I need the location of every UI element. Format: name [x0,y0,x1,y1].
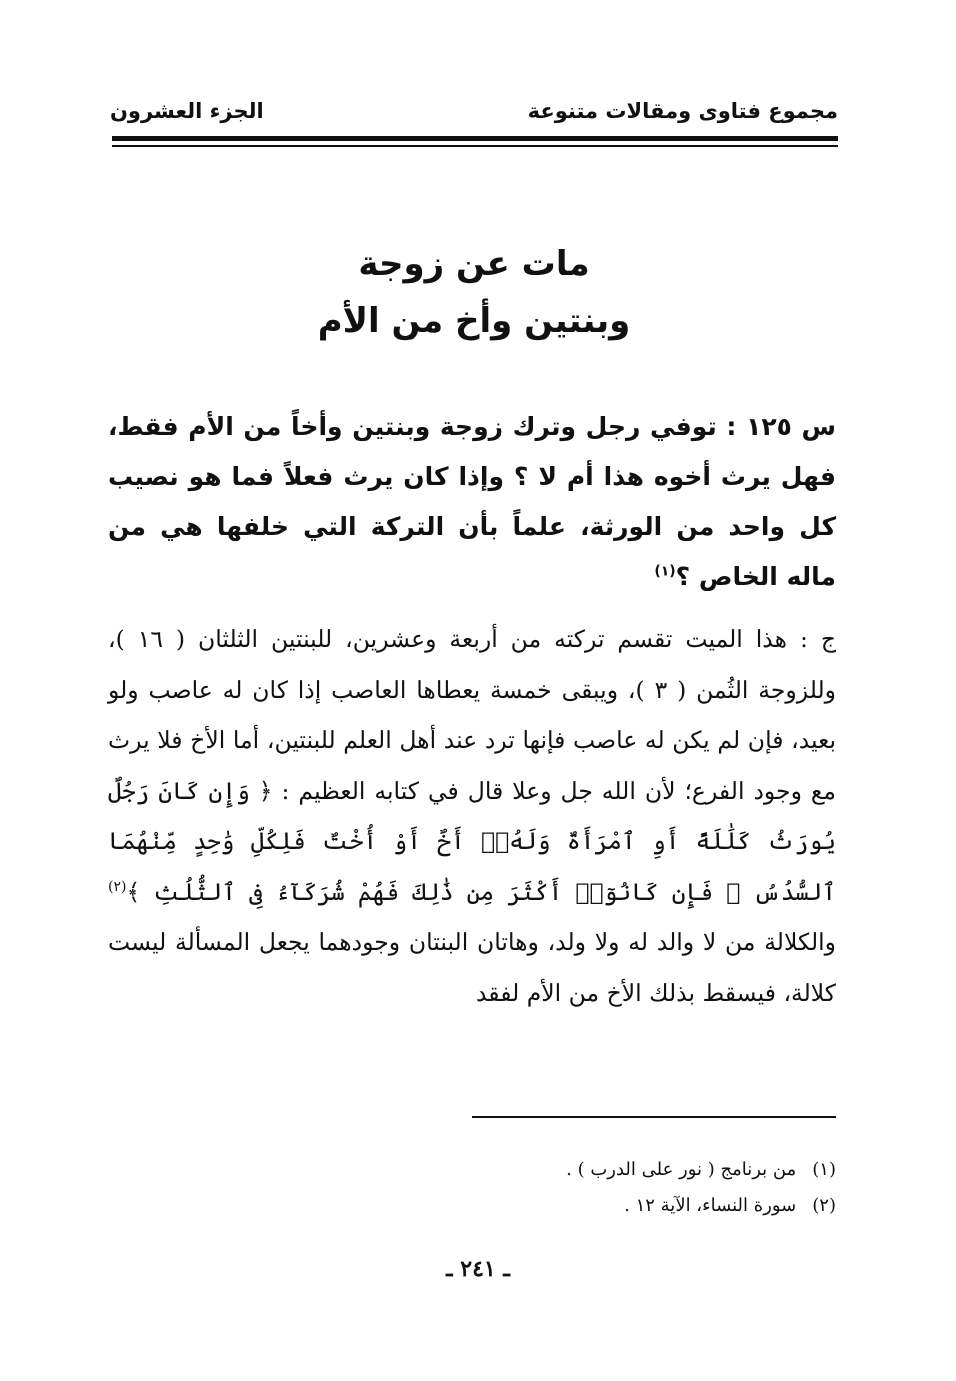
fatwa-title [110,236,838,350]
footnote-ref-2: (٢) [108,878,127,895]
footnote-ref-1: (١) [654,563,676,580]
footnotes [300,1152,836,1224]
answer-paragraph [108,614,836,1018]
footnote-number: (٢) [812,1195,836,1216]
footnote-number: (١) [812,1159,836,1180]
quran-verse: ﴿ وَإِن كَانَ رَجُلٌ يُورَثُ كَلَٰلَةً أَوِ ٱمْرَأَةٌ وَلَهُۥٓ أَخٌ أَوْ أُخْتٌ فَلِكُلِّ وَٰحِدٍ مِّنْهُمَا ٱلسُّدُسُ ۚ فَإِن كَانُوٓا۟ أَكْثَرَ مِن ذَٰلِكَ فَهُمْ شُرَكَآءُ فِى ٱلثُّلُثِ ﴾ [108,776,837,906]
footnote-text: من برنامج ( نور على الدرب ) . [566,1159,797,1180]
title-line-1: مات عن زوجة [358,244,590,284]
volume-label: الجزء العشرون [110,99,264,123]
question-text: س ١٢٥ : توفي رجل وترك زوجة وبنتين وأخاً من الأم فقط، فهل يرث أخوه هذا أم لا ؟ وإذا كان يرث فعلاً فما هو نصيب كل واحد من الورثة، علماً بأن التركة التي خلفها هي من ماله الخاص ؟ [108,412,837,591]
header-divider-thin [112,145,838,147]
book-title: مجموع فتاوى ومقالات متنوعة [527,99,838,123]
running-header [110,94,838,128]
title-line-2: وبنتين وأخ من الأم [317,301,631,341]
question-paragraph [108,402,836,602]
header-divider-thick [112,136,838,141]
answer-text-after-verse: والكلالة من لا والد له ولا ولد، وهاتان البنتان وجودهما يجعل المسألة ليست كلالة، فيسقط بذلك الأخ من الأم لفقد [108,928,836,1007]
footnote-item [300,1188,836,1224]
footnote-divider [472,1116,836,1118]
answer-text-before-verse: ج : هذا الميت تقسم تركته من أربعة وعشرين، للبنتين الثلثان ( ١٦ )، وللزوجة الثُمن ( ٣ )، ويبقى خمسة يعطاها العاصب إذا كان له عاصب ولو بعيد، فإن لم يكن له عاصب فإنها ترد عند أهل العلم للبنتين، أما الأخ فلا يرث مع وجود الفرع؛ لأن الله جل وعلا قال في كتابه العظيم : [108,625,837,805]
header-divider [112,136,838,150]
footnote-item [300,1152,836,1188]
page-number: ـ ٢٤١ ـ [446,1256,510,1282]
footnote-text: سورة النساء، الآية ١٢ . [624,1195,797,1216]
